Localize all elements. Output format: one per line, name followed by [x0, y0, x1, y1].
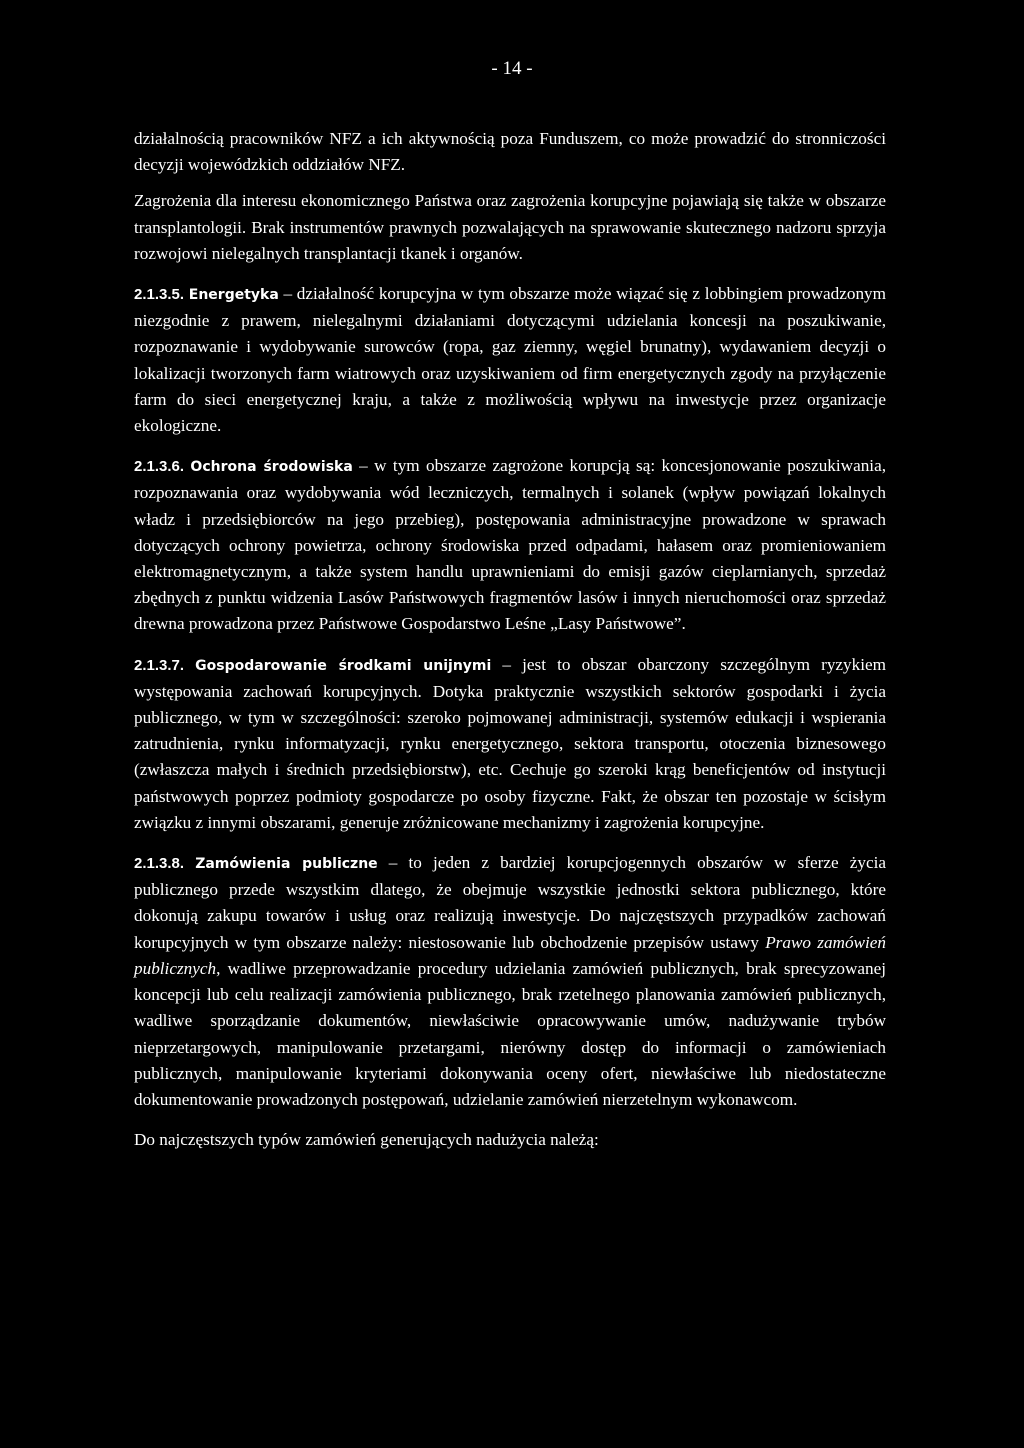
closing-paragraph: Do najczęstszych typów zamówień generujących nadużycia należą:	[134, 1130, 599, 1150]
section-text: – jest to obszar obarczony szczególnym ryzykiem występowania zachowań korupcyjnych. Dotyka praktycznie wszystkich sektorów gospodarki i życia publicznego, w tym w szczególności: szeroko pojmowanej administracji, systemów edukacji i wspierania zatrudnienia, rynku informatyzacji, rynku energetycznego, sektora transportu, otoczenia biznesowego (zwłaszcza małych i średnich przedsiębiorstw), etc. Cechuje go szeroki krąg beneficjentów od instytucji państwowych poprzez podmioty gospodarcze po osoby fizyczne. Fakt, że obszar ten pozostaje w ścisłym związku z innymi obszarami, generuje zróżnicowane mechanizmy i zagrożenia korupcyjne.	[134, 654, 887, 832]
section-number: 2.1.3.6.	[134, 458, 185, 476]
section-number: 2.1.3.7.	[134, 656, 185, 674]
section-srodki-unijne	[134, 652, 886, 836]
paragraph-transplantology: Zagrożenia dla interesu ekonomicznego Państwa oraz zagrożenia korupcyjne pojawiają się także w obszarze transplantologii. Brak instrumentów prawnych pozwalających na sprawowanie skutecznego nadzoru sprzyja rozwojowi nielegalnych transplantacji tkanek i organów.	[134, 191, 886, 263]
page-number: - 14 -	[491, 58, 533, 79]
section-heading: Zamówienia publiczne	[195, 856, 378, 873]
paragraph-nfz: działalnością pracowników NFZ a ich aktywnością poza Funduszem, co może prowadzić do stronniczości decyzji wojewódzkich oddziałów NFZ.	[134, 129, 886, 175]
section-text: – działalność korupcyjna w tym obszarze może wiązać się z lobbingiem prowadzonym niezgodnie z prawem, nielegalnymi działaniami dotyczącymi udzielania koncesji na poszukiwanie, rozpoznawanie i wydobywanie surowców (ropa, gaz ziemny, węgiel brunatny), wydawaniem decyzji o lokalizacji tworzonych farm wiatrowych oraz uzyskiwaniem od firm energetycznych zgody na przyłączenie farm do sieci energetycznej kraju, a także z możliwością wpływu na inwestycje przez organizacje ekologiczne.	[134, 284, 887, 436]
law-title: Prawo zamówień publicznych	[134, 932, 887, 978]
section-number: 2.1.3.8.	[134, 855, 185, 873]
section-text-continued: , wadliwe przeprowadzanie procedury udzielania zamówień publicznych, brak sprecyzowanej koncepcji lub celu realizacji zamówienia publicznego, brak rzetelnego planowania zamówień publicznych, wadliwe sporządzanie dokumentów, niewłaściwie opracowywanie umów, nadużywanie trybów nieprzetargowych, manipulowanie przetargami, nierówny dostęp do informacji o zamówieniach publicznych, manipulowanie kryteriami dokonywania oceny ofert, niewłaściwe lub niedostateczne dokumentowanie prowadzonych postępowań, udzielanie zamówień nierzetelnym wykonawcom.	[134, 958, 886, 1109]
section-number: 2.1.3.5.	[134, 286, 185, 304]
section-energetyka	[134, 281, 886, 439]
section-zamowienia-publiczne	[134, 850, 886, 1113]
section-text: – w tym obszarze zagrożone korupcją są: koncesjonowanie poszukiwania, rozpoznawania oraz wydobywania wód leczniczych, termalnych i solanek (wpływ powiązań lokalnych władz i przedsiębiorców na jego przebieg), postępowania administracyjne prowadzone w sprawach dotyczących ochrony powietrza, ochrony środowiska przed odpadami, hałasem oraz promieniowaniem elektromagnetycznym, a także system handlu uprawnieniami do emisji gazów cieplarnianych, sprzedaż zbędnych z punktu widzenia Lasów Państwowych fragmentów lasów i innych nieruchomości oraz sprzedaż drewna prowadzona przez Państwowe Gospodarstwo Leśne „Lasy Państwowe”.	[134, 456, 886, 634]
section-ochrona-srodowiska	[134, 453, 886, 637]
section-heading: Gospodarowanie środkami unijnymi	[195, 657, 492, 674]
section-text: – to jeden z bardziej korupcjogennych obszarów w sferze życia publicznego przede wszystkim dlatego, że obejmuje wszystkie jednostki sektora publicznego, które dokonują zakupu towarów i usług oraz realizują inwestycje. Do najczęstszych przypadków zachowań korupcyjnych w tym obszarze należy: niestosowanie lub obchodzenie przepisów ustawy	[134, 853, 887, 952]
section-heading: Energetyka	[188, 287, 279, 304]
section-heading: Ochrona środowiska	[190, 459, 353, 476]
document-body	[134, 126, 886, 1163]
